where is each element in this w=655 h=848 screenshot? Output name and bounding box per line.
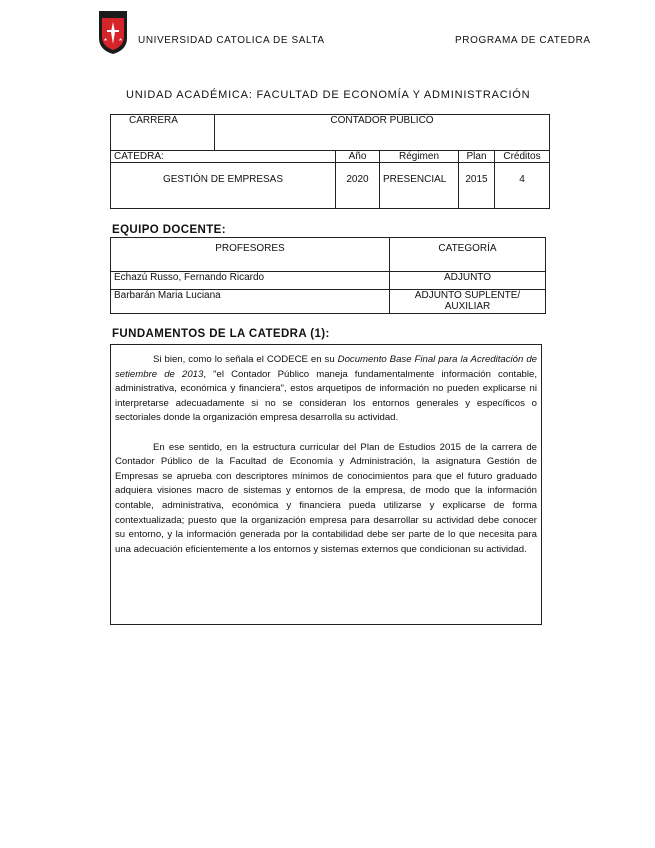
regimen-header: Régimen [380,151,459,163]
paragraph-text: , "el Contador Público maneja fundamentalmente información contable, administrativa, económica y financiera", estos arquetipos de información no pueden explicarse ni interpretarse adecuadamente si no se consideran los entornos generales y específicos o sectoriales donde la organización empresa desarrolla su actividad. [115,368,537,424]
categoria-header: CATEGORÍA [390,238,546,272]
profesor-name: Echazú Russo, Fernando Ricardo [111,272,390,290]
plan-header: Plan [459,151,495,163]
fundamentos-paragraph-2: En ese sentido, en la estructura curricular del Plan de Estudios 2015 de la carrera de Contador Público de la Facultad de Economía y Administración, la asignatura Gestión de Empresas se aprueba con descriptores mínimos de conocimientos para que el futuro graduado adquiera visiones macro de sistemas y entornos de la empresa, de modo que la información contable, administrativa, económica y financiera pueda utilizarse y explicarse de forma contextualizada; puesto que la organización empresa para desarrollar su actividad debe conocer su entorno, y la información generada por la contabilidad debe ser parte de lo que necesita para una adecuación eficientemente a los entornos y sistemas externos que condicionan su actividad. [115,441,537,555]
carrera-table [110,114,550,151]
fundamentos-paragraph-1 [115,353,537,426]
anio-value: 2020 [336,163,380,209]
fundamentos-box [110,344,542,625]
table-row [111,290,546,314]
profesores-header: PROFESORES [111,238,390,272]
paragraph-text: Si bien, como lo señala el CODECE en su [153,354,338,365]
creditos-value: 4 [495,163,550,209]
carrera-label: CARRERA [111,115,215,151]
catedra-header: CATEDRA: [111,151,336,163]
fundamentos-title: FUNDAMENTOS DE LA CATEDRA (1): [112,328,330,340]
profesor-categoria: ADJUNTO SUPLENTE/ AUXILIAR [390,290,546,314]
catedra-table [110,150,550,209]
profesor-categoria: ADJUNTO [390,272,546,290]
equipo-table [110,237,546,314]
unidad-academica: UNIDAD ACADÉMICA: FACULTAD DE ECONOMÍA Y ADMINISTRACIÓN [126,89,531,101]
creditos-header: Créditos [495,151,550,163]
anio-header: Año [336,151,380,163]
profesor-name: Barbarán Maria Luciana [111,290,390,314]
plan-value: 2015 [459,163,495,209]
university-name: UNIVERSIDAD CATOLICA DE SALTA [138,35,325,46]
document-type: PROGRAMA DE CATEDRA [455,35,591,46]
university-logo [98,10,128,55]
equipo-docente-title: EQUIPO DOCENTE: [112,224,226,236]
carrera-value: CONTADOR PÚBLICO [215,115,550,151]
regimen-value: PRESENCIAL [380,163,459,209]
table-row [111,272,546,290]
catedra-value: GESTIÓN DE EMPRESAS [111,163,336,209]
document-citation: Documento Base Final para la Acreditación de setiembre de 2013 [115,354,537,380]
